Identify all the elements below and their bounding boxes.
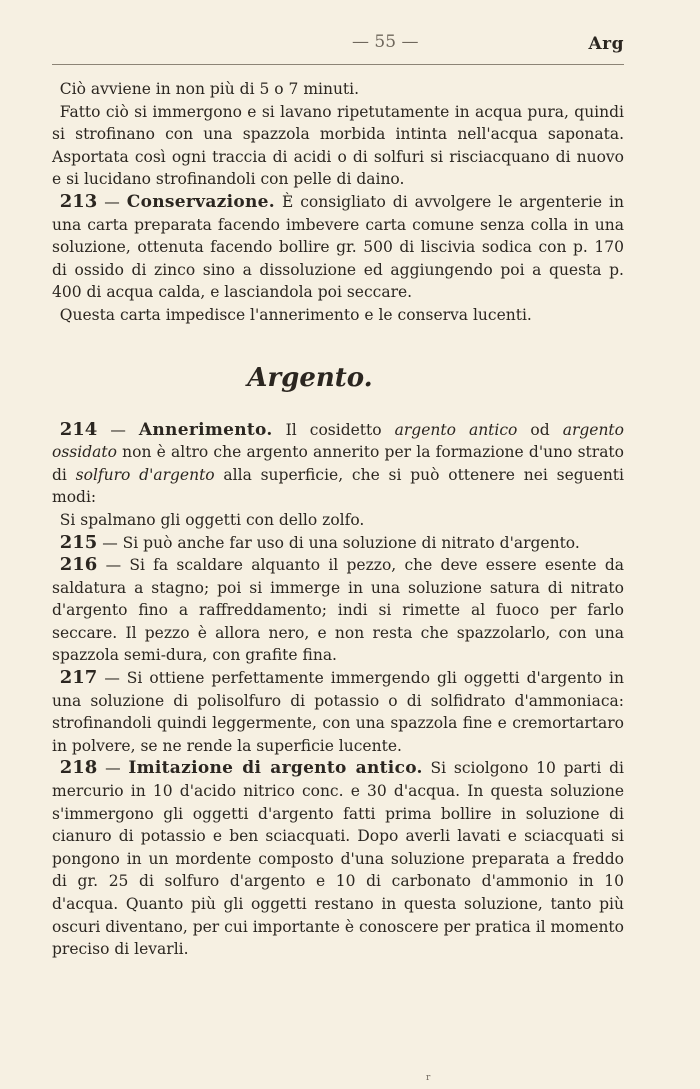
entry-italic: argento ossidato bbox=[52, 420, 624, 462]
entry-number: 216 bbox=[59, 554, 98, 576]
entry-italic: argento antico bbox=[394, 420, 518, 439]
page-body bbox=[52, 60, 624, 961]
entry-number: 217 bbox=[59, 667, 98, 689]
intro-line: Ciò avviene in non più di 5 o 7 minuti. bbox=[59, 80, 360, 98]
running-head: Arg bbox=[588, 34, 624, 54]
entry-text: od bbox=[517, 420, 563, 439]
entry-number: 215 bbox=[59, 531, 98, 553]
entry-text: alla superficie, che si può ottenere nei seguenti modi: bbox=[52, 465, 624, 507]
entry-text: Si sciolgono 10 parti di mercurio in 10 d'acido nitrico conc. e 30 d'acqua. In questa soluzione s'immergono gli oggetti d'argento fatti prima bollire in soluzione di cianuro di potassio e ben sciacquati. Dopo averli lavati e sciacquati si pongono in un mordente composto d'una soluzione preparata a freddo di gr. 25 di solfuro d'argento e 10 di carbonato d'ammonio in 10 d'acqua. Quanto più gli oggetti restano in questa soluzione, tanto più oscuri diventano, per cui importante è conoscere per pratica il momento preciso di levarli. bbox=[52, 759, 624, 959]
entry-text: Il cosidetto bbox=[272, 420, 395, 439]
entry-text: non è altro che argento annerito per la formazione d'uno strato di bbox=[52, 443, 624, 484]
entry-number: 214 bbox=[59, 418, 98, 440]
section-title: Argento. bbox=[247, 362, 373, 393]
entry-dash: — bbox=[97, 192, 127, 211]
entry-number: 213 bbox=[59, 190, 98, 212]
entry-dash: — bbox=[97, 759, 129, 778]
entry-text: — Si può anche far uso di una soluzione di nitrato d'argento. bbox=[97, 533, 580, 552]
entry-title: Annerimento. bbox=[138, 419, 273, 440]
entry-214-note: Si spalmano gli oggetti con dello zolfo. bbox=[59, 510, 365, 529]
entry-218 bbox=[52, 757, 624, 960]
entry-dash: — bbox=[97, 420, 139, 439]
entry-number: 218 bbox=[59, 757, 98, 779]
page-header bbox=[52, 28, 624, 60]
entry-title: Conservazione. bbox=[126, 191, 275, 212]
entry-text: — Si ottiene perfettamente immergendo gli oggetti d'argento in una soluzione di polisolfuro di potassio o di solfidrato d'ammoniaca: strofinandoli quindi leggermente, con una spazzola fine e cremortartaro in polvere, se ne rende la superficie lucente. bbox=[52, 669, 624, 755]
entry-italic: solfuro d'argento bbox=[75, 465, 215, 484]
entry-title: Imitazione di argento antico. bbox=[128, 758, 423, 779]
entry-214 bbox=[52, 419, 624, 509]
entry-text: È consigliato di avvolgere le argenterie in una carta preparata facendo imbevere carta comune senza colla in una soluzione, ottenuta facendo bollire gr. 500 di liscivia sodica con p. 170 di ossido di zinco sino a dissoluzione ed aggiungendo poi a questa p. 400 di acqua calda, e lasciandola poi seccare. bbox=[52, 192, 624, 302]
header-rule bbox=[52, 64, 624, 65]
entry-text: — Si fa scaldare alquanto il pezzo, che deve essere esente da saldatura a stagno; poi si immerge in una soluzione satura di nitrato d'argento fino a raffreddamento; indi si rimette al fuoco per farlo seccare. Il pezzo è allora nero, e non resta che spazzolarlo, con una spazzola semi-dura, con grafite fina. bbox=[52, 556, 624, 665]
entry-213-note: Questa carta impedisce l'annerimento e le conserva lucenti. bbox=[59, 305, 532, 324]
entry-213 bbox=[52, 191, 624, 304]
entry-217 bbox=[52, 667, 624, 757]
footer-mark: r bbox=[426, 1073, 431, 1083]
intro-paragraph: Fatto ciò si immergono e si lavano ripetutamente in acqua pura, quindi si strofinano con una spazzola morbida intinta nell'acqua saponata. Asportata così ogni traccia di acidi o di solfuri si risciacquano di nuovo e si lucidano strofinandoli con pelle di daino. bbox=[52, 102, 624, 189]
book-page bbox=[52, 28, 624, 961]
entry-215 bbox=[52, 532, 624, 555]
page-number: — 55 — bbox=[352, 32, 419, 52]
entry-216 bbox=[52, 554, 624, 667]
